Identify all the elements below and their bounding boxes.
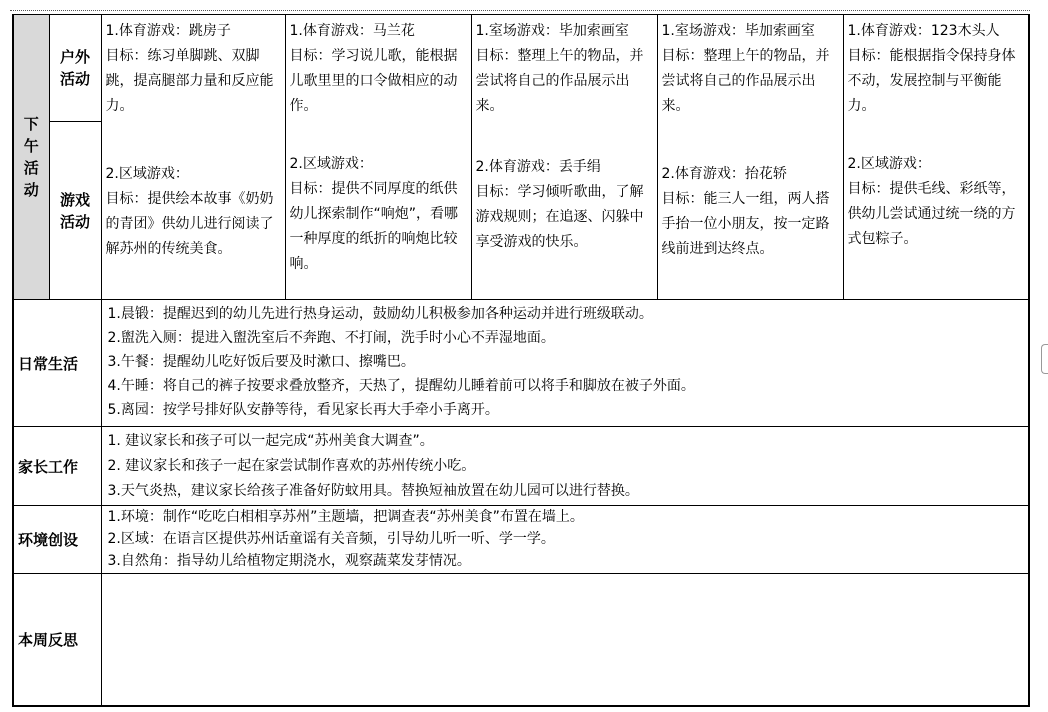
afternoon-outdoor-row [13,15,1029,122]
day-4-game-goal: 目标：能三人一组，两人搭手抬一位小朋友，按一定路线前进到达终点。 [661,191,830,257]
day-3-game-goal: 目标：学习倾听歌曲，了解游戏规则；在追逐、闪躲中享受游戏的快乐。 [475,184,644,250]
day-3-cell [471,15,657,300]
environment-content [101,506,1029,574]
parent-work-row [13,427,1029,506]
parent-item: 3.天气炎热，建议家长给孩子准备好防蚊用具。替换短袖放置在幼儿园可以进行替换。 [107,483,639,499]
day-1-game-goal: 目标：提供绘本故事《奶奶的青团》供幼儿进行阅读了解苏州的传统美食。 [105,191,274,257]
day-3-outdoor-title: 1.室场游戏：毕加索画室 [475,23,629,39]
daily-item: 1.晨锻：提醒迟到的幼儿先进行热身运动，鼓励幼儿积极参加各种运动并进行班级联动。 [107,306,653,322]
parent-work-content [101,427,1029,506]
daily-item: 4.午睡：将自己的裤子按要求叠放整齐，天热了，提醒幼儿睡着前可以将手和脚放在被子外面。 [107,378,695,394]
daily-life-content [101,300,1029,427]
parent-work-label: 家长工作 [13,427,101,506]
day-2-cell [285,15,471,300]
reflection-content[interactable] [101,574,1029,706]
daily-life-row [13,300,1029,427]
day-5-game-goal: 目标：提供毛线、彩纸等，供幼儿尝试通过统一绕的方式包粽子。 [847,181,1016,247]
daily-item: 3.午餐：提醒幼儿吃好饭后要及时漱口、擦嘴巴。 [107,354,415,370]
side-scroll-handle[interactable] [1041,344,1048,374]
reflection-label: 本周反思 [13,574,101,706]
environment-label: 环境创设 [13,506,101,574]
page-top-border [10,10,1030,11]
day-1-outdoor-title: 1.体育游戏：跳房子 [105,23,231,39]
day-4-game-title: 2.体育游戏：抬花轿 [661,166,787,182]
outdoor-activity-label: 户外活动 [49,15,101,122]
environment-item: 1.环境：制作“吃吃白相相享苏州”主题墙，把调查表“苏州美食”布置在墙上。 [107,509,584,525]
day-1-cell [101,15,285,300]
day-5-game-title: 2.区域游戏： [847,156,931,172]
afternoon-section-label: 下午活动 [13,15,49,300]
day-5-outdoor-title: 1.体育游戏：123木头人 [847,23,1000,39]
parent-item: 1. 建议家长和孩子可以一起完成“苏州美食大调查”。 [107,433,434,449]
game-activity-label: 游戏活动 [49,122,101,300]
day-1-game-title: 2.区域游戏： [105,166,189,182]
day-5-cell [843,15,1029,300]
day-2-game-title: 2.区域游戏： [289,156,373,172]
environment-row [13,506,1029,574]
environment-item: 3.自然角：指导幼儿给植物定期浇水，观察蔬菜发芽情况。 [107,553,471,569]
day-3-outdoor-goal: 目标：整理上午的物品，并尝试将自己的作品展示出来。 [475,48,644,114]
day-1-outdoor-goal: 目标：练习单脚跳、双脚跳，提高腿部力量和反应能力。 [105,48,274,114]
day-2-outdoor-goal: 目标：学习说儿歌，能根据儿歌里里的口令做相应的动作。 [289,48,458,114]
day-4-cell [657,15,843,300]
daily-item: 5.离园：按学号排好队安静等待，看见家长再大手牵小手离开。 [107,402,499,418]
day-5-outdoor-goal: 目标：能根据指令保持身体不动，发展控制与平衡能力。 [847,48,1016,114]
weekly-plan-table [12,14,1030,707]
reflection-row [13,574,1029,706]
day-3-game-title: 2.体育游戏：丢手绢 [475,159,601,175]
environment-item: 2.区域：在语言区提供苏州话童谣有关音频，引导幼儿听一听、学一学。 [107,531,555,547]
day-4-outdoor-title: 1.室场游戏：毕加索画室 [661,23,815,39]
parent-item: 2. 建议家长和孩子一起在家尝试制作喜欢的苏州传统小吃。 [107,458,476,474]
daily-item: 2.盥洗入厕：提进入盥洗室后不奔跑、不打闹，洗手时小心不弄湿地面。 [107,330,555,346]
day-4-outdoor-goal: 目标：整理上午的物品，并尝试将自己的作品展示出来。 [661,48,830,114]
day-2-game-goal: 目标：提供不同厚度的纸供幼儿探索制作“响炮”，看哪一种厚度的纸折的响炮比较响。 [289,181,459,272]
day-2-outdoor-title: 1.体育游戏：马兰花 [289,23,415,39]
daily-life-label: 日常生活 [13,300,101,427]
